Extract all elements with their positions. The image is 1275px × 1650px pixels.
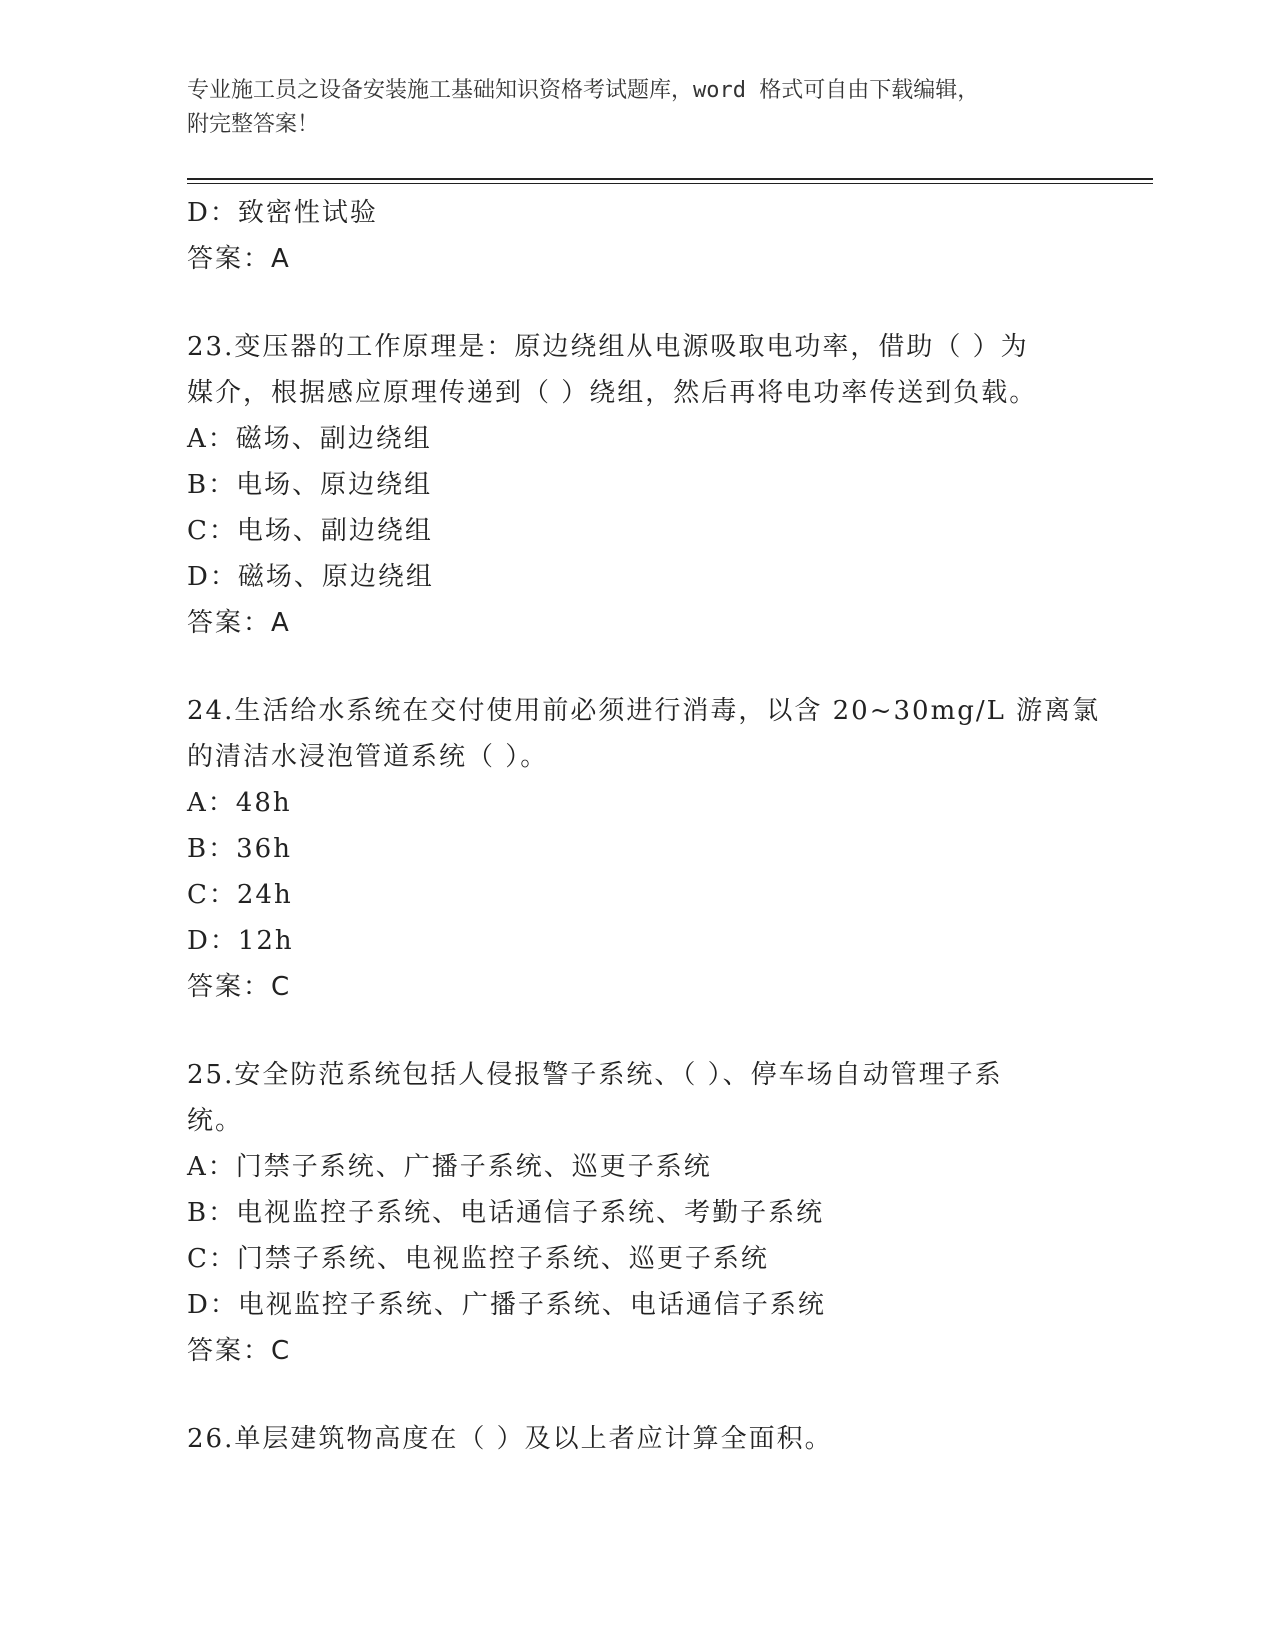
question-list [187,190,1101,1462]
option-d: D：电视监控子系统、广播子系统、电话通信子系统 [187,1290,826,1320]
answer-line: 答案：A [187,244,291,274]
option-b: B：电场、原边绕组 [187,470,433,500]
option-d: D：致密性试验 [187,198,378,228]
header-rule-thin [187,183,1153,184]
question-stem: 24.生活给水系统在交付使用前必须进行消毒，以含 20~30mg/L 游离氯 [187,696,1101,726]
spacer [187,1374,1087,1416]
answer-line: 答案：C [187,972,292,1002]
question-stem: 的清洁水浸泡管道系统（ ）。 [187,742,549,772]
spacer [187,282,1087,324]
header-line-2: 附完整答案！ [187,112,320,137]
option-c: C：门禁子系统、电视监控子系统、巡更子系统 [187,1244,769,1274]
question-stem: 25.安全防范系统包括人侵报警子系统、（ ）、停车场自动管理子系 [187,1060,1003,1090]
question-25 [187,1052,1087,1374]
header-rule-thick [187,178,1153,180]
document-header [187,74,1147,142]
option-b: B：电视监控子系统、电话通信子系统、考勤子系统 [187,1198,825,1228]
question-stem: 媒介，根据感应原理传递到（ ）绕组，然后再将电功率传送到负载。 [187,378,1038,408]
question-26 [187,1416,1087,1462]
spacer [187,646,1087,688]
option-d: D：磁场、原边绕组 [187,562,434,592]
option-a: A：门禁子系统、广播子系统、巡更子系统 [187,1152,712,1182]
question-stem: 统。 [187,1106,244,1136]
question-24 [187,688,1101,1010]
option-d: D：12h [187,926,294,956]
option-a: A：48h [187,788,292,818]
option-a: A：磁场、副边绕组 [187,424,432,454]
question-stem: 23.变压器的工作原理是：原边绕组从电源吸取电功率，借助（ ）为 [187,332,1029,362]
option-b: B：36h [187,834,292,864]
question-23 [187,324,1087,646]
header-line-1: 专业施工员之设备安装施工基础知识资格考试题库，word 格式可自由下载编辑， [187,78,980,103]
spacer [187,1010,1087,1052]
question-stem: 26.单层建筑物高度在（ ）及以上者应计算全面积。 [187,1424,833,1454]
option-c: C：电场、副边绕组 [187,516,433,546]
option-c: C：24h [187,880,293,910]
answer-line: 答案：C [187,1336,292,1366]
question-prev [187,190,1087,282]
answer-line: 答案：A [187,608,291,638]
